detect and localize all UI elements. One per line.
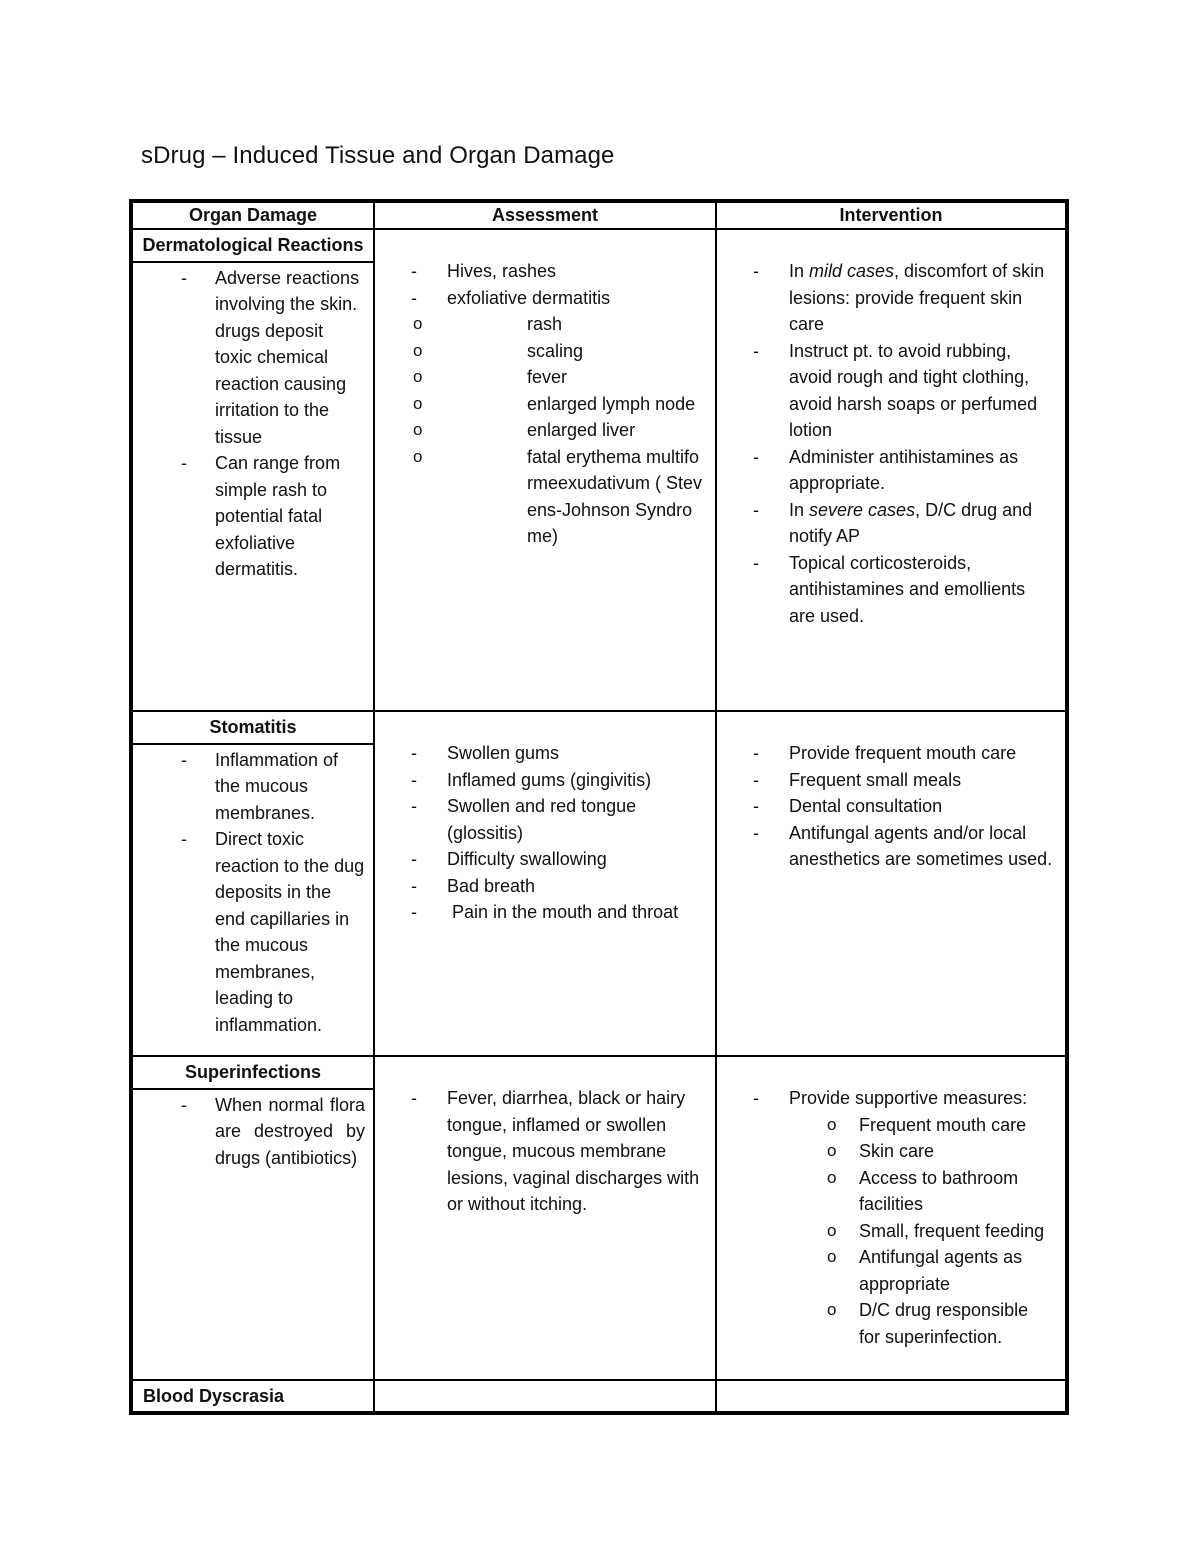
table-row [132,711,1066,1056]
list-item: - Inflammation of the mucous membranes. [141,747,365,827]
damage-table [129,199,1069,1415]
list-item: - Fever, diarrhea, black or hairy tongue, inflamed or swollen tongue, mucous membrane lesions, vaginal discharges with or without itching. [375,1085,703,1218]
emphasis-text: severe cases [809,499,916,520]
table-row [132,229,1066,711]
sub-item: o scaling [375,338,703,365]
list-item [717,497,1053,550]
item-text: exfoliative dermatitis [447,287,611,308]
item-text: In [789,499,810,520]
list-item: - Hives, rashes [375,258,703,285]
organ-cell [132,229,374,711]
list-item: - Can range from simple rash to potential fatal exfoliative dermatitis. [141,450,365,583]
list-item: - Direct toxic reaction to the dug deposits in the end capillaries in the mucous membranes, leading to inflammation. [141,826,365,1038]
item-text: Provide supportive measures: [789,1088,1028,1108]
organ-cell [132,1056,374,1380]
sub-item: o Access to bathroom facilities [789,1165,1053,1218]
list-item: - Administer antihistamines as appropriate. [717,444,1053,497]
intervention-cell [716,1380,1066,1412]
sub-item: o enlarged liver [375,417,703,444]
header-assessment: Assessment [374,202,716,229]
emphasis-text: mild cases [809,261,895,281]
list-item [717,258,1053,338]
organ-name: Blood Dyscrasia [143,1386,285,1406]
table-row [132,1380,1066,1412]
sub-item: o fever [375,364,703,391]
sub-item: o rash [375,311,703,338]
assessment-cell [374,229,716,711]
list-item: - Instruct pt. to avoid rubbing, avoid rough and tight clothing, avoid harsh soaps or perfumed lotion [717,338,1053,444]
assessment-cell [374,711,716,1056]
item-text: , D/C drug and notify AP [789,499,1033,546]
sub-item: o Small, frequent feeding [789,1218,1053,1245]
item-text: In [789,261,810,281]
intervention-cell [716,1056,1066,1380]
list-item: - Swollen gums [375,740,703,767]
organ-name: Stomatitis [133,712,373,745]
item-text: , discomfort of skin lesions: provide frequent skin care [789,261,1045,334]
sub-item: o D/C drug responsible for superinfection. [789,1297,1053,1350]
page-title: sDrug – Induced Tissue and Organ Damage [141,142,615,169]
organ-name: Superinfections [133,1057,373,1090]
sub-item: o enlarged lymph node [375,391,703,418]
list-item: - Frequent small meals [717,767,1053,794]
assessment-cell [374,1056,716,1380]
list-item: - Antifungal agents and/or local anesthetics are sometimes used. [717,820,1053,873]
list-item: - Inflamed gums (gingivitis) [375,767,703,794]
list-item: - Swollen and red tongue (glossitis) [375,793,703,846]
organ-name: Dermatological Reactions [133,230,373,263]
header-intervention: Intervention [716,202,1066,229]
list-item [375,285,703,550]
intervention-cell [716,229,1066,711]
sub-item: o Skin care [789,1138,1053,1165]
list-item: - Dental consultation [717,793,1053,820]
list-item: - When normal flora are destroyed by drugs (antibiotics) [141,1092,365,1172]
list-item: - Difficulty swallowing [375,846,703,873]
list-item: - Pain in the mouth and throat [375,899,703,926]
header-organ-damage: Organ Damage [132,202,374,229]
table-header-row [132,202,1066,229]
organ-cell [132,1380,374,1412]
assessment-cell [374,1380,716,1412]
list-item: - Topical corticosteroids, antihistamines and emollients are used. [717,550,1053,630]
table-row [132,1056,1066,1380]
list-item: - Bad breath [375,873,703,900]
list-item [717,1085,1053,1350]
sub-item: o Antifungal agents as appropriate [789,1244,1053,1297]
list-item: - Adverse reactions involving the skin. drugs deposit toxic chemical reaction causing irritation to the tissue [141,265,365,451]
organ-cell [132,711,374,1056]
sub-item: o fatal erythema multiformeexudativum ( Stevens-Johnson Syndrome) [375,444,703,550]
list-item: - Provide frequent mouth care [717,740,1053,767]
intervention-cell [716,711,1066,1056]
sub-item: o Frequent mouth care [789,1112,1053,1139]
